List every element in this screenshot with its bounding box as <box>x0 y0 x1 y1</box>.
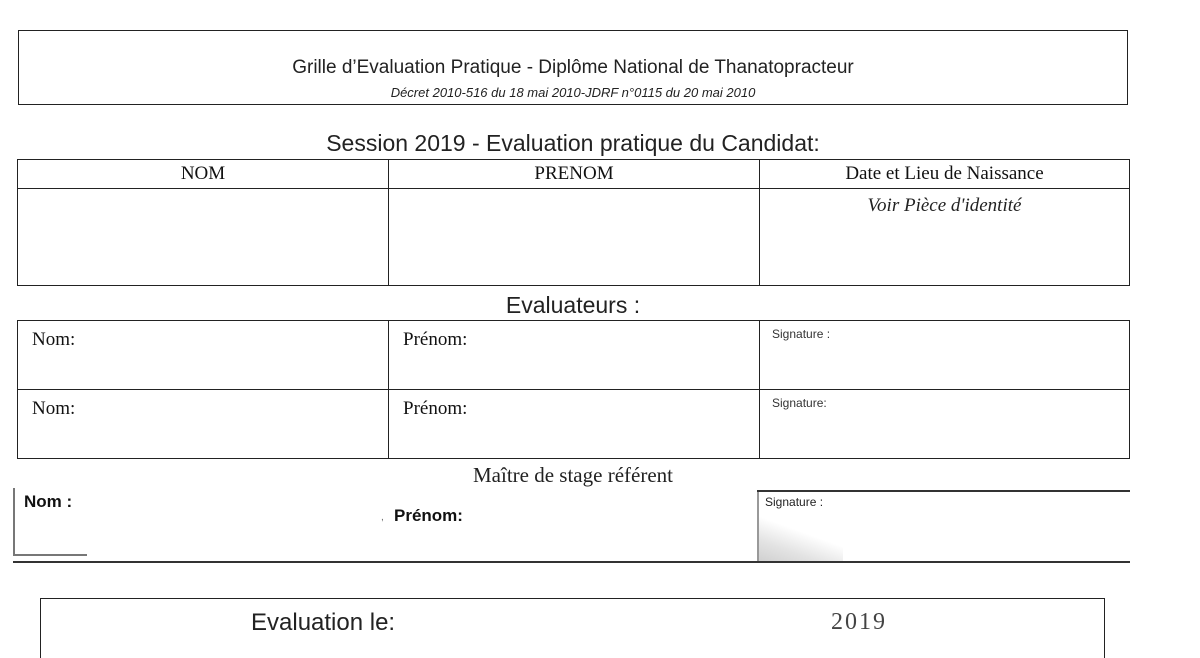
evaluation-date-label: Evaluation le: <box>251 609 396 636</box>
evaluator-row <box>18 390 1130 459</box>
evaluators-table <box>17 320 1130 459</box>
maitre-de-stage-heading: Maître de stage référent <box>473 463 673 487</box>
column-header-prenom: PRENOM <box>389 160 760 189</box>
maitre-signature-left-border <box>757 490 759 562</box>
evaluator-row <box>18 321 1130 390</box>
evaluators-heading: Evaluateurs : <box>505 292 641 318</box>
maitre-left-border <box>13 488 15 556</box>
maitre-nom-label: Nom : <box>24 492 73 511</box>
candidate-birth-field[interactable] <box>760 189 1130 286</box>
maitre-signature-label: Signature : <box>765 495 824 509</box>
signature-label: Signature : <box>772 327 831 341</box>
decree-reference: Décret 2010-516 du 18 mai 2010-JDRF n°0115 du 20 mai 2010 <box>390 85 756 100</box>
maitre-prenom-label: Prénom: <box>394 506 463 525</box>
candidate-data-row <box>18 189 1130 286</box>
header-box <box>18 30 1128 105</box>
candidate-nom-field[interactable] <box>18 189 389 286</box>
birth-note: Voir Pièce d'identité <box>867 195 1022 216</box>
evaluation-date-box <box>40 598 1105 658</box>
session-heading: Session 2019 - Evaluation pratique du Candidat: <box>326 130 820 156</box>
nom-label: Nom: <box>32 398 76 419</box>
maitre-signature-top-border <box>757 490 1130 492</box>
evaluator-2-signature-field[interactable] <box>760 390 1130 459</box>
candidate-header-row <box>18 160 1130 189</box>
candidate-prenom-field[interactable] <box>389 189 760 286</box>
candidate-table <box>17 159 1130 286</box>
evaluator-1-prenom-field[interactable] <box>389 321 760 390</box>
maitre-left-underline <box>13 554 87 556</box>
evaluator-1-nom-field[interactable] <box>18 321 389 390</box>
evaluation-year: 2019 <box>831 609 887 635</box>
document-title: Grille d’Evaluation Pratique - Diplôme National de Thanatopracteur <box>292 57 854 78</box>
maitre-prenom-mark: , <box>381 512 384 523</box>
evaluator-1-signature-field[interactable] <box>760 321 1130 390</box>
maitre-bottom-divider <box>13 561 1130 563</box>
evaluator-2-prenom-field[interactable] <box>389 390 760 459</box>
prenom-label: Prénom: <box>403 329 468 350</box>
evaluator-2-nom-field[interactable] <box>18 390 389 459</box>
nom-label: Nom: <box>32 329 76 350</box>
column-header-birth: Date et Lieu de Naissance <box>760 160 1130 189</box>
column-header-nom: NOM <box>18 160 389 189</box>
signature-label: Signature: <box>772 396 827 410</box>
prenom-label: Prénom: <box>403 398 468 419</box>
